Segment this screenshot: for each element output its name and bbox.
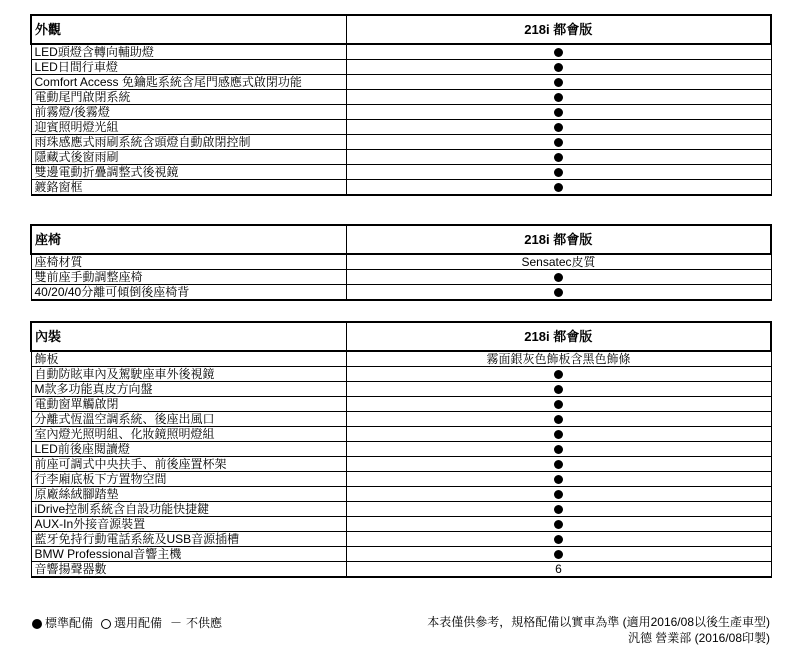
- table-row: [31, 75, 771, 90]
- table-row: [31, 487, 771, 502]
- feature-value: 霧面銀灰色飾板含黑色飾條: [346, 351, 771, 367]
- feature-name: LED頭燈含轉向輔助燈: [31, 44, 346, 60]
- table-row: [31, 150, 771, 165]
- standard-dot-icon: [554, 108, 563, 117]
- table-row: [31, 427, 771, 442]
- standard-dot-icon: [346, 367, 771, 382]
- table-row: [31, 165, 771, 180]
- feature-name: 飾板: [31, 351, 346, 367]
- standard-dot-icon: [346, 532, 771, 547]
- table-row: [31, 180, 771, 196]
- standard-dot-icon: [346, 44, 771, 60]
- feature-name: 電動尾門啟閉系統: [31, 90, 346, 105]
- standard-dot-icon: [346, 547, 771, 562]
- standard-dot-icon: [346, 75, 771, 90]
- table-row: [31, 254, 771, 270]
- standard-dot-icon: [346, 382, 771, 397]
- legend: [32, 614, 222, 631]
- feature-value: Sensatec皮質: [346, 254, 771, 270]
- exterior-table: [30, 14, 772, 196]
- table-row: [31, 135, 771, 150]
- standard-dot-icon: [346, 90, 771, 105]
- standard-dot-icon: [346, 412, 771, 427]
- feature-name: 隱藏式後窗雨刷: [31, 150, 346, 165]
- table-row: [31, 351, 771, 367]
- feature-name: 音響揚聲器數: [31, 562, 346, 578]
- standard-dot-icon: [346, 517, 771, 532]
- standard-dot-icon: [554, 490, 563, 499]
- feature-name: Comfort Access 免鑰匙系統含尾門感應式啟閉功能: [31, 75, 346, 90]
- table-row: [31, 517, 771, 532]
- standard-dot-icon: [554, 475, 563, 484]
- model-label: 218i 都會版: [346, 225, 771, 254]
- standard-dot-icon: [554, 535, 563, 544]
- feature-name: 雙邊電動折疊調整式後視鏡: [31, 165, 346, 180]
- section-title: 內裝: [31, 322, 346, 351]
- standard-dot-icon: [554, 168, 563, 177]
- table-header: [31, 15, 771, 44]
- table-row: [31, 60, 771, 75]
- section-title: 座椅: [31, 225, 346, 254]
- not-available-dash-icon: －: [170, 616, 183, 630]
- feature-name: LED日間行車燈: [31, 60, 346, 75]
- standard-dot-icon: [346, 472, 771, 487]
- footnote-disclaimer: 本表僅供參考，規格配備以實車為準 (適用2016/08以後生產車型): [427, 615, 770, 629]
- standard-dot-icon: [346, 180, 771, 196]
- model-label: 218i 都會版: [346, 322, 771, 351]
- standard-dot-icon: [554, 520, 563, 529]
- table-row: [31, 105, 771, 120]
- table-row: [31, 120, 771, 135]
- seats-table: [30, 224, 772, 301]
- standard-dot-icon: [554, 123, 563, 132]
- feature-name: 前霧燈/後霧燈: [31, 105, 346, 120]
- standard-dot-icon: [346, 487, 771, 502]
- standard-dot-icon: [554, 370, 563, 379]
- feature-name: 自動防眩車內及駕駛座車外後視鏡: [31, 367, 346, 382]
- footnote: [427, 614, 770, 646]
- standard-dot-icon: [554, 400, 563, 409]
- standard-dot-icon: [346, 502, 771, 517]
- table-header: [31, 225, 771, 254]
- table-row: [31, 90, 771, 105]
- standard-dot-icon: [554, 183, 563, 192]
- table-row: [31, 44, 771, 60]
- optional-circle-icon: [101, 619, 111, 629]
- standard-dot-icon: [554, 385, 563, 394]
- table-row: [31, 397, 771, 412]
- feature-name: 藍牙免持行動電話系統及USB音源插槽: [31, 532, 346, 547]
- table-row: [31, 532, 771, 547]
- feature-name: 行李廂底板下方置物空間: [31, 472, 346, 487]
- table-row: [31, 412, 771, 427]
- legend-optional: 選用配備: [114, 616, 163, 630]
- standard-dot-icon: [346, 397, 771, 412]
- standard-dot-icon: [346, 120, 771, 135]
- table-row: [31, 547, 771, 562]
- standard-dot-icon: [554, 153, 563, 162]
- standard-dot-icon: [346, 150, 771, 165]
- feature-name: LED前後座閱讀燈: [31, 442, 346, 457]
- legend-standard: 標準配備: [45, 616, 94, 630]
- standard-dot-icon: [346, 427, 771, 442]
- feature-name: 雙前座手動調整座椅: [31, 270, 346, 285]
- feature-name: 座椅材質: [31, 254, 346, 270]
- table-row: [31, 382, 771, 397]
- standard-dot-icon: [346, 270, 771, 285]
- table-row: [31, 502, 771, 517]
- standard-dot-icon: [554, 48, 563, 57]
- standard-dot-icon: [554, 93, 563, 102]
- standard-dot-icon: [554, 430, 563, 439]
- standard-dot-icon: [554, 78, 563, 87]
- feature-name: 原廠絲絨腳踏墊: [31, 487, 346, 502]
- feature-name: 40/20/40分離可傾倒後座椅背: [31, 285, 346, 301]
- standard-dot-icon: [554, 63, 563, 72]
- feature-name: 鍍鉻窗框: [31, 180, 346, 196]
- standard-dot-icon: [346, 135, 771, 150]
- feature-name: 前座可調式中央扶手、前後座置杯架: [31, 457, 346, 472]
- table-row: [31, 562, 771, 578]
- feature-name: 雨珠感應式雨刷系統含頭燈自動啟閉控制: [31, 135, 346, 150]
- standard-dot-icon: [554, 445, 563, 454]
- standard-dot-icon: [554, 460, 563, 469]
- feature-name: iDrive控制系統含自設功能快捷鍵: [31, 502, 346, 517]
- section-title: 外觀: [31, 15, 346, 44]
- standard-dot-icon: [554, 505, 563, 514]
- model-label: 218i 都會版: [346, 15, 771, 44]
- table-row: [31, 457, 771, 472]
- table-row: [31, 367, 771, 382]
- feature-name: M款多功能真皮方向盤: [31, 382, 346, 397]
- standard-dot-icon: [346, 105, 771, 120]
- standard-dot-icon: [554, 415, 563, 424]
- table-row: [31, 270, 771, 285]
- standard-dot-icon: [346, 60, 771, 75]
- feature-name: AUX-In外接音源裝置: [31, 517, 346, 532]
- standard-dot-icon: [346, 165, 771, 180]
- standard-dot-icon: [346, 442, 771, 457]
- feature-name: 電動窗單觸啟閉: [31, 397, 346, 412]
- table-row: [31, 285, 771, 301]
- table-header: [31, 322, 771, 351]
- standard-dot-icon: [554, 273, 563, 282]
- table-row: [31, 442, 771, 457]
- feature-name: 迎賓照明燈光組: [31, 120, 346, 135]
- standard-dot-icon: [346, 285, 771, 301]
- standard-dot-icon: [554, 288, 563, 297]
- feature-name: 室內燈光照明組、化妝鏡照明燈組: [31, 427, 346, 442]
- standard-dot-icon: [32, 619, 42, 629]
- feature-value: 6: [346, 562, 771, 578]
- table-row: [31, 472, 771, 487]
- feature-name: 分離式恆溫空調系統、後座出風口: [31, 412, 346, 427]
- interior-table: [30, 321, 772, 578]
- footnote-publisher: 汎德 營業部 (2016/08印製): [627, 631, 770, 645]
- standard-dot-icon: [554, 138, 563, 147]
- legend-not-available: 不供應: [186, 616, 223, 630]
- feature-name: BMW Professional音響主機: [31, 547, 346, 562]
- standard-dot-icon: [554, 550, 563, 559]
- standard-dot-icon: [346, 457, 771, 472]
